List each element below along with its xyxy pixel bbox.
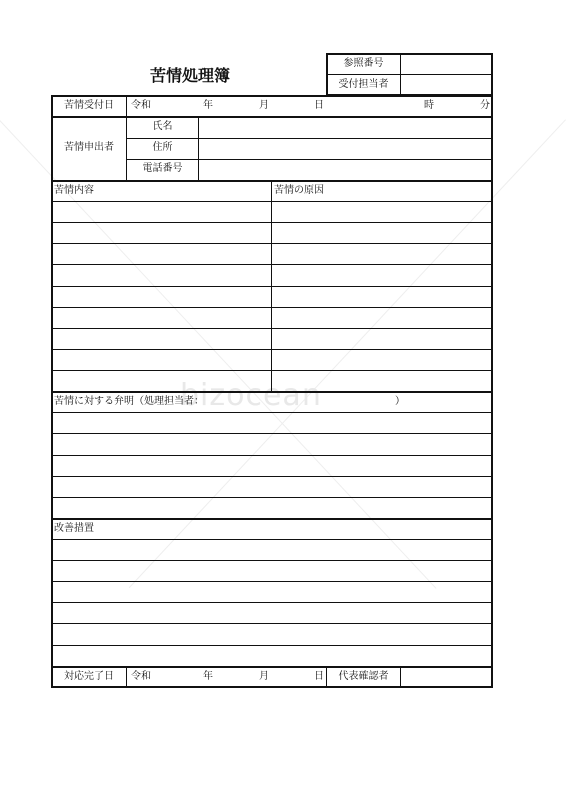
row-divider [52, 370, 492, 371]
row-divider [52, 201, 492, 202]
header-box-divider [327, 74, 492, 75]
row-divider [52, 602, 492, 603]
completion-date-label: 対応完了日 [64, 671, 114, 682]
name-label: 氏名 [152, 121, 173, 132]
row-divider [52, 455, 492, 456]
completion-month: 月 [259, 671, 269, 682]
receipt-hour: 時 [424, 100, 434, 111]
phone-label: 電話番号 [142, 163, 183, 174]
rep-confirm-field[interactable] [402, 668, 491, 686]
complaint-cause-header: 苦情の原因 [274, 185, 324, 196]
row-divider [52, 623, 492, 624]
receipt-day: 日 [314, 100, 324, 111]
phone-field[interactable] [200, 161, 491, 179]
row-divider [52, 518, 492, 520]
completion-era: 令和 [131, 671, 151, 682]
name-field[interactable] [200, 118, 491, 137]
row-divider [52, 391, 492, 393]
receipt-minute: 分 [480, 100, 490, 111]
col-divider [126, 667, 127, 687]
complaint-content-header: 苦情内容 [54, 185, 94, 196]
receipt-month: 月 [259, 100, 269, 111]
row-divider [52, 645, 492, 646]
completion-year: 年 [203, 671, 213, 682]
receiver-field[interactable] [402, 76, 491, 94]
page-title: 苦情処理簿 [149, 66, 230, 85]
row-divider [52, 476, 492, 477]
complainant-label: 苦情申出者 [64, 142, 114, 153]
ref-no-label: 参照番号 [343, 58, 384, 69]
row-divider [52, 581, 492, 582]
row-divider [126, 159, 492, 160]
col-divider [271, 181, 272, 391]
row-divider [52, 286, 492, 287]
explanation-label: 苦情に対する弁明（処理担当者： [54, 396, 204, 407]
watermark: bizocean [180, 378, 322, 413]
row-divider [52, 539, 492, 540]
receipt-era: 令和 [131, 100, 151, 111]
address-field[interactable] [200, 140, 491, 158]
row-divider [52, 328, 492, 329]
row-divider [52, 307, 492, 308]
rep-confirm-label: 代表確認者 [338, 671, 389, 682]
row-divider [52, 243, 492, 244]
receipt-date-label: 苦情受付日 [64, 100, 114, 111]
row-divider [126, 138, 492, 139]
row-divider [52, 560, 492, 561]
col-divider [198, 117, 199, 180]
receipt-year: 年 [203, 100, 213, 111]
header-box-col-divider [400, 54, 401, 95]
row-divider [52, 497, 492, 498]
improvement-label: 改善措置 [54, 523, 94, 534]
completion-day: 日 [314, 671, 324, 682]
row-divider [52, 412, 492, 413]
col-divider [400, 667, 401, 687]
receiver-label: 受付担当者 [338, 79, 389, 90]
address-label: 住所 [152, 142, 173, 153]
row-divider [52, 222, 492, 223]
row-divider [52, 264, 492, 265]
row-divider [52, 349, 492, 350]
row-divider [52, 180, 492, 182]
explanation-close: ） [395, 396, 405, 407]
row-divider [52, 433, 492, 434]
ref-no-field[interactable] [402, 55, 491, 73]
